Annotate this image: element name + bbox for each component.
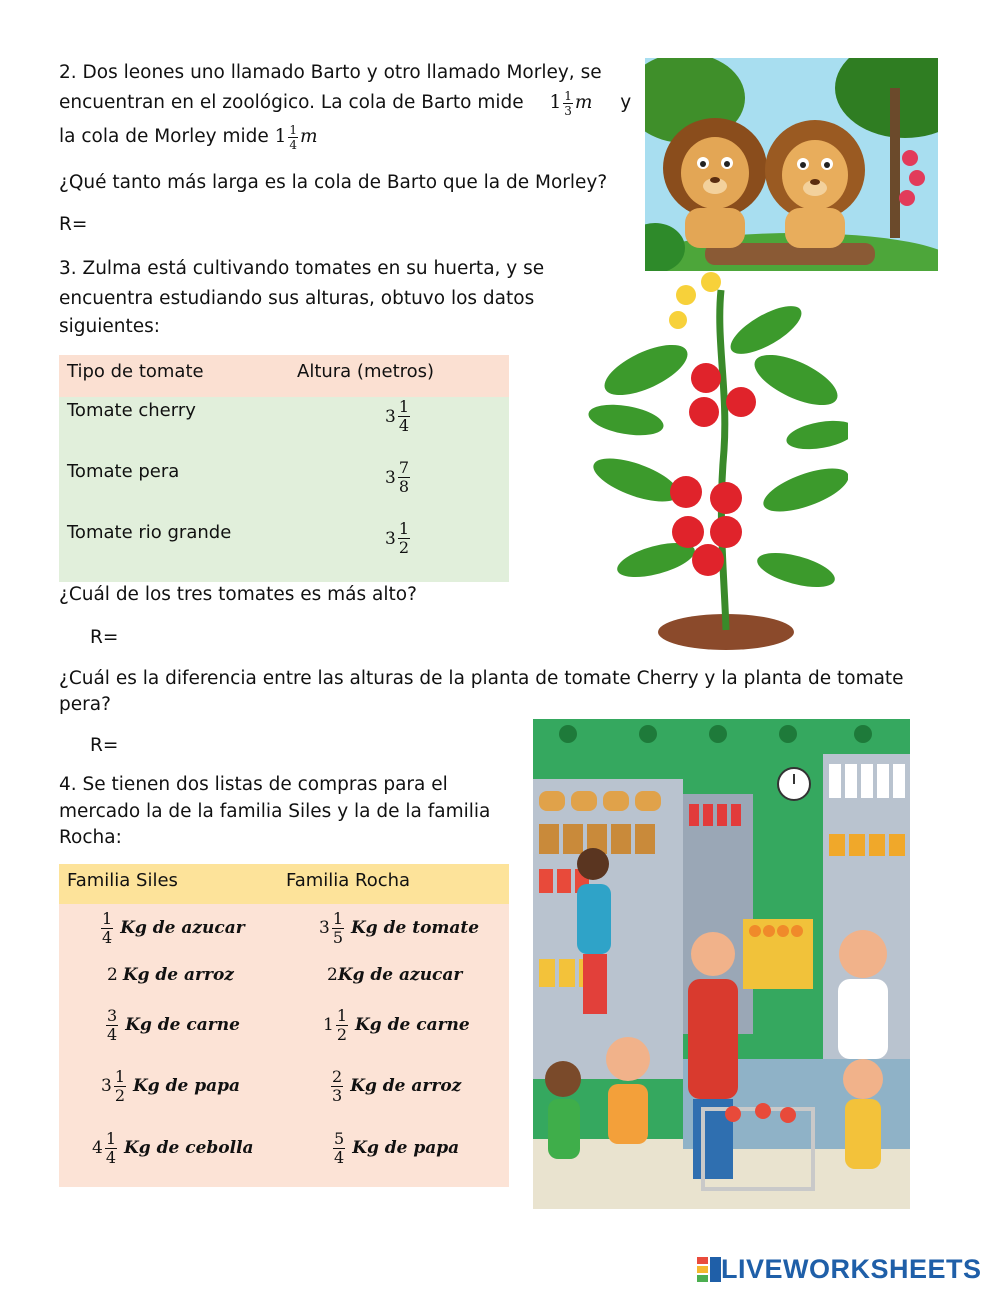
shopping-lists-table [59,864,509,1187]
siles-item: 3 $\frac{1}{2}$ Kg de papa [101,1066,241,1105]
q4-line-3: Rocha: [59,827,122,848]
siles-item: 4 $\frac{1}{4}$ Kg de cebolla [92,1128,254,1167]
tomato-plant-image [586,270,848,655]
rocha-item: $\frac{2}{3}$ Kg de arroz [332,1066,462,1105]
q3-answer-1-field[interactable]: R= [90,627,119,648]
q3-line-3: siguientes: [59,316,161,337]
liveworksheets-logo-icon [697,1257,721,1283]
q3-question-2-line-1: ¿Cuál es la diferencia entre las alturas de la planta de tomate Cherry y la planta de tomate [59,668,904,689]
siles-item: 2 Kg de arroz [107,965,234,985]
q3-line-2: encuentra estudiando sus alturas, obtuvo los datos [59,288,535,309]
header-familia-siles: Familia Siles [67,870,178,891]
siles-item: $\frac{1}{4}$ Kg de azucar [102,908,245,947]
morley-tail-length: 1 $\frac{1}{4}$ m [274,122,318,152]
row-rio-grande-name: Tomate rio grande [67,522,232,543]
q2-question: ¿Qué tanto más larga es la cola de Barto que la de Morley? [59,172,608,193]
rocha-item: 3 $\frac{1}{5}$ Kg de tomate [319,908,480,947]
q2-answer-field[interactable]: R= [59,214,88,235]
q2-line-3-text: la cola de Morley mide [59,126,269,147]
q2-line-2 [59,88,631,118]
header-tomato-type: Tipo de tomate [67,361,204,382]
q2-line-1: 2. Dos leones uno llamado Barto y otro llamado Morley, se [59,62,602,83]
siles-item: $\frac{3}{4}$ Kg de carne [107,1005,240,1044]
row-cherry-height: 3 $\frac{1}{4}$ [385,397,410,435]
q4-line-1: 4. Se tienen dos listas de compras para el [59,774,448,795]
lions-image [645,58,938,271]
rocha-item: 1 $\frac{1}{2}$ Kg de carne [323,1005,470,1044]
q3-answer-2-field[interactable]: R= [90,735,119,756]
q3-question-1: ¿Cuál de los tres tomates es más alto? [59,584,417,605]
liveworksheets-brand-text: LIVEWORKSHEETS [721,1254,982,1284]
q2-line-3 [59,122,318,152]
rocha-item: 2 Kg de azucar [327,965,463,985]
q2-and: y [620,92,632,113]
supermarket-image [533,719,910,1209]
header-familia-rocha: Familia Rocha [286,870,411,891]
row-pera-height: 3 $\frac{7}{8}$ [385,458,410,496]
barto-tail-length: 1 $\frac{1}{3}$ m [549,88,593,118]
row-pera-name: Tomate pera [67,461,180,482]
row-cherry-name: Tomate cherry [67,400,196,421]
rocha-item: $\frac{5}{4}$ Kg de papa [334,1128,460,1167]
q3-line-1: 3. Zulma está cultivando tomates en su huerta, y se [59,258,545,279]
q4-line-2: mercado la de la familia Siles y la de la familia [59,801,491,822]
liveworksheets-logo [697,1254,982,1285]
q3-question-2-line-2: pera? [59,694,111,715]
header-height: Altura (metros) [297,361,435,382]
q2-line-2-text: encuentran en el zoológico. La cola de Barto mide [59,92,524,113]
tomato-height-table [59,355,509,582]
row-rio-grande-height: 3 $\frac{1}{2}$ [385,519,410,557]
